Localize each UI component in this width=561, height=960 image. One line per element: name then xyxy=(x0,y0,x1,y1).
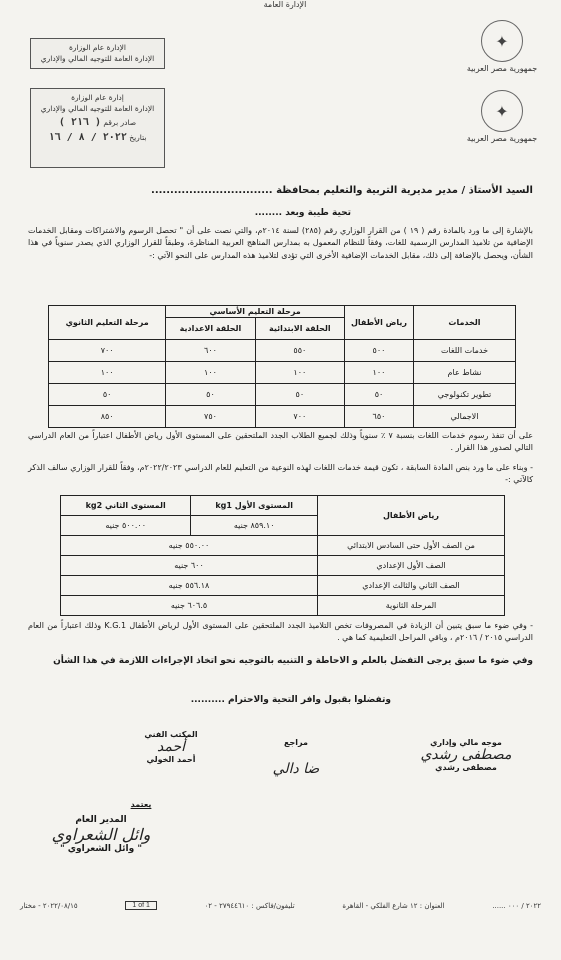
ministry-name: جمهورية مصر العربية xyxy=(466,64,538,73)
stamp-number: ( ٢١٦ ) xyxy=(58,116,101,128)
eagle-emblem-icon: ✦ xyxy=(481,20,523,62)
row-value: ٥٥٠.٠٠ جنيه xyxy=(61,536,318,556)
row-value: ٦٠٠ جنيه xyxy=(61,556,318,576)
sig-name: مصطفى رشدي xyxy=(435,763,497,772)
stamp-line: الإدارة العامة للتوجيه المالي والإداري xyxy=(40,54,155,64)
cell-sec: ١٠٠ xyxy=(49,362,166,384)
table-row xyxy=(49,406,516,428)
cell-sec: ٧٠٠ xyxy=(49,340,166,362)
ministry-logo-second xyxy=(463,90,541,143)
row-label: الصف الثاني والثالث الإعدادي xyxy=(318,576,505,596)
cell-kg: ٥٠٠ xyxy=(345,340,414,362)
paragraph-4: - وفي ضوء ما سبق يتبين أن الزيادة في المصروفات تخص التلاميذ الجدد الملتحقين على المستوى الأول لرياض الأطفال K.G.1 وذلك اعتباراً من العام الدراسي ٢٠١٥ / ٢٠١٦م ، وباقي المراحل التعليمية كما هي . xyxy=(28,621,533,643)
cell-sec: ٥٠ xyxy=(49,384,166,406)
table-row xyxy=(61,596,505,616)
th-kg: رياض الأطفال xyxy=(318,496,505,536)
stamp-date-row xyxy=(34,130,161,145)
approval-label: يعتمد xyxy=(130,800,152,809)
addressee: السيد الأستاذ / مدير مديرية التربية والتعليم بمحافظة ................................ xyxy=(151,185,533,196)
row-label: الاجمالي xyxy=(414,406,516,428)
stamp-number-label: صادر برقم xyxy=(103,117,137,127)
cell-prep: ٦٠٠ xyxy=(166,340,255,362)
approval-block xyxy=(36,815,166,854)
th-level1: المستوى الأول kg1 xyxy=(191,496,318,516)
approval-name: " وائل الشعراوي " xyxy=(59,844,143,854)
footer-code: ٢٠٢٢ / ٠٠٠ ...... xyxy=(492,901,541,910)
cell-kg1: ٨٥٩.١٠ جنيه xyxy=(191,516,318,536)
table-row xyxy=(49,384,516,406)
th-basic: مرحلة التعليم الأساسي xyxy=(166,306,345,318)
cell-kg: ٥٠ xyxy=(345,384,414,406)
table-row xyxy=(49,362,516,384)
stamp-number-row xyxy=(34,115,161,130)
sig-title: المكتب الفني xyxy=(144,730,198,739)
cell-prep: ٥٠ xyxy=(166,384,255,406)
row-label: خدمات اللغات xyxy=(414,340,516,362)
signature-financial xyxy=(411,738,521,772)
fees-table xyxy=(48,305,516,428)
row-label: نشاط عام xyxy=(414,362,516,384)
cell-kg2: ٥٠٠.٠٠ جنيه xyxy=(61,516,191,536)
ministry-logo-top xyxy=(463,20,541,73)
stamp-line: الإدارة العامة للتوجيه المالي والإداري xyxy=(40,104,155,114)
row-label: الصف الأول الإعدادي xyxy=(318,556,505,576)
cell-prep: ١٠٠ xyxy=(166,362,255,384)
stamp-date: ٢٠٢٢ / ٨ / ١٦ xyxy=(48,131,127,143)
top-text: الإدارة العامة xyxy=(263,0,307,9)
signature-scribble: أحمد xyxy=(157,739,185,755)
cell-primary: ١٠٠ xyxy=(255,362,344,384)
th-kindergarten: رياض الأطفال xyxy=(345,306,414,340)
table-row xyxy=(61,556,505,576)
cell-primary: ٥٥٠ xyxy=(255,340,344,362)
signature-reviewer xyxy=(251,738,341,777)
cell-kg: ٦٥٠ xyxy=(345,406,414,428)
closing: وتفضلوا بقبول وافر التحية والاحترام .......... xyxy=(190,695,391,705)
greeting: تحية طيبة وبعد ........ xyxy=(254,208,351,218)
sig-title: مراجع xyxy=(284,738,308,747)
eagle-emblem-icon: ✦ xyxy=(481,90,523,132)
th-primary: الحلقة الابتدائية xyxy=(255,318,344,340)
stamp-2 xyxy=(30,88,165,168)
row-value: ٦٠٦.٥ جنيه xyxy=(61,596,318,616)
cell-primary: ٥٠ xyxy=(255,384,344,406)
footer-address: العنوان : ١٢ شارع الفلكي - القاهرة xyxy=(342,901,445,910)
th-secondary: مرحلة التعليم الثانوي xyxy=(49,306,166,340)
approval-title: المدير العام xyxy=(75,815,127,825)
footer-date: ٢٠٢٢/٠٨/١٥ - مختار xyxy=(20,901,78,910)
row-label: تطوير تكنولوجي xyxy=(414,384,516,406)
row-label: المرحلة الثانوية xyxy=(318,596,505,616)
signature-technical xyxy=(121,730,221,764)
cell-primary: ٧٠٠ xyxy=(255,406,344,428)
signature-scribble: وائل الشعراوي xyxy=(51,825,151,844)
table-row xyxy=(61,536,505,556)
row-value: ٥٥٦.١٨ جنيه xyxy=(61,576,318,596)
table-row xyxy=(61,576,505,596)
paragraph-3: - وبناء على ما ورد بنص المادة السابقة ، تكون قيمة خدمات اللغات لهذه النوعية من التعليم للعام الدراسي ٢٠٢٢/٢٠٢٣م، وفقاً للقرار الوزاري سالف الذكر كالآتي :- xyxy=(28,463,533,485)
cell-prep: ٧٥٠ xyxy=(166,406,255,428)
signature-scribble: ضا دالي xyxy=(272,761,320,777)
stamp-1 xyxy=(30,38,165,69)
table-row xyxy=(49,340,516,362)
paragraph-2: على أن تنفذ رسوم خدمات اللغات بنسبة ٧ ٪ سنوياً وذلك لجميع الطلاب الجدد الملتحقين على المستوى الأول رياض الأطفال اعتباراً من العام الدراسي التالي لصدور هذا القرار . xyxy=(28,431,533,453)
sig-name: أحمد الخولي xyxy=(146,755,196,764)
paragraph-1: بالإشارة إلى ما ورد بالمادة رقم ( ١٩ ) من القرار الوزاري رقم (٢٨٥) لسنة ٢٠١٤م، والتي نصت على أن " تحصل الرسوم والاشتراكات ومقابل الخدمات الإضافية من تلاميذ المدارس الرسمية للغات، وفقاً للنظام المعمول به بمدارس المناهج العربية المناظرة، وطبقاً للقرار الوزاري الذي يصدر سنوياً في هذا الشأن، ويحصل بالإضافة إلى ذلك، مقابل الخدمات الإضافية الأخرى التي تؤدى لتلاميذ هذه المدارس على النحو الآتي :- xyxy=(28,226,533,260)
cell-kg: ١٠٠ xyxy=(345,362,414,384)
ministry-name: جمهورية مصر العربية xyxy=(466,134,538,143)
cell-sec: ٨٥٠ xyxy=(49,406,166,428)
footer-phone: تليفون/فاكس : ٢٧٩٤٤٦١٠ - ٠٢ xyxy=(204,901,295,910)
page-indicator: 1 of 1 xyxy=(125,901,157,910)
footer xyxy=(20,901,541,910)
stamp-date-label: بتاريخ xyxy=(129,132,147,142)
th-services: الخدمات xyxy=(414,306,516,340)
signature-scribble: مصطفى رشدي xyxy=(420,747,512,763)
th-level2: المستوى الثاني kg2 xyxy=(61,496,191,516)
th-preparatory: الحلقة الاعدادية xyxy=(166,318,255,340)
row-label: من الصف الأول حتى السادس الابتدائي xyxy=(318,536,505,556)
paragraph-5: وفي ضوء ما سبق يرجى التفضل بالعلم و الاحاطة و التنبيه بالتوجيه نحو اتخاذ الإجراءات اللازمة في هذا الشأن xyxy=(53,656,533,666)
stamp-line: الإدارة عام الوزارة xyxy=(68,43,126,52)
language-fees-table xyxy=(60,495,505,616)
stamp-line: إدارة عام الوزارة xyxy=(71,93,124,102)
sig-title: موجه مالي وإداري xyxy=(430,738,502,747)
